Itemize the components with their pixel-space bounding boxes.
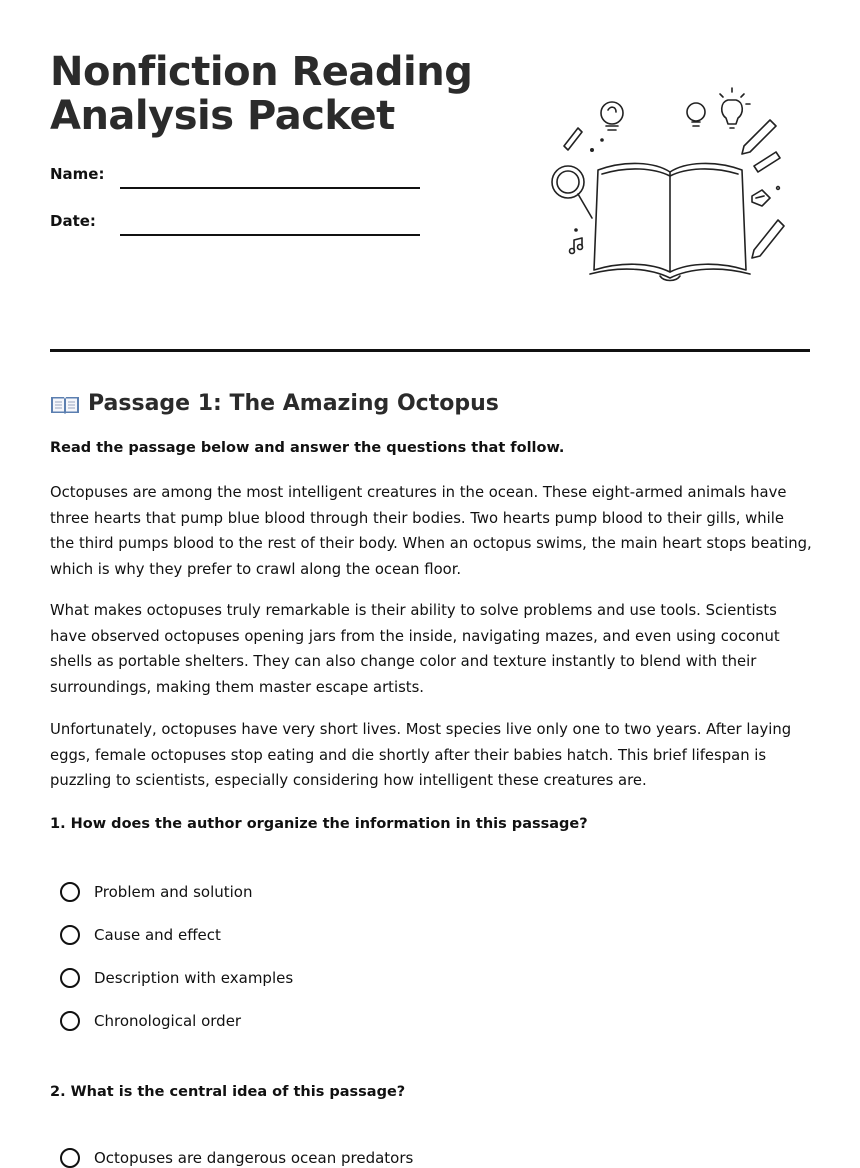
radio-button[interactable] [60,882,80,902]
option-label: Chronological order [94,1012,242,1030]
passage-paragraph-2: What makes octopuses truly remarkable is their ability to solve problems and use tools. Scientists have observed octopuses opening jars from the inside, navigating mazes, and even using coconut shells as portable shelters. They can also change color and texture instantly to blend with their surroundings, making them master escape artists. [50,602,780,697]
title-line-1: Nonfiction Reading [50,49,473,95]
radio-button[interactable] [60,1148,80,1168]
option-label: Cause and effect [94,926,221,944]
radio-button[interactable] [60,1011,80,1031]
option-label: Description with examples [94,969,294,987]
question-2-option-a[interactable] [60,1148,413,1168]
title-line-2: Analysis Packet [50,93,395,139]
option-label: Octopuses are dangerous ocean predators [94,1149,414,1167]
date-label: Date: [50,212,96,230]
radio-button[interactable] [60,925,80,945]
open-book-icon [50,393,80,415]
instructions: Read the passage below and answer the questions that follow. [50,440,565,456]
page-title [50,50,472,138]
passage-paragraph-3: Unfortunately, octopuses have very short lives. Most species live only one to two years. After laying eggs, female octopuses stop eating and die shortly after their babies hatch. This brief lifespan is puzzling to scientists, especially considering how intelligent these creatures are. [50,721,792,790]
question-1-option-d[interactable] [60,1011,241,1031]
section-divider [50,349,810,352]
question-1-option-a[interactable] [60,882,252,902]
passage-heading [50,389,499,419]
question-2: 2. What is the central idea of this passage? [50,1084,406,1100]
question-1-option-c[interactable] [60,968,293,988]
name-label: Name: [50,165,105,183]
question-1-option-b[interactable] [60,925,221,945]
passage-title-text: Passage 1: The Amazing Octopus [88,391,499,416]
question-1: 1. How does the author organize the information in this passage? [50,816,588,832]
name-field[interactable] [120,187,420,189]
radio-button[interactable] [60,968,80,988]
passage-paragraph-1: Octopuses are among the most intelligent creatures in the ocean. These eight-armed animals have three hearts that pump blue blood through their bodies. Two hearts pump blood to their gills, while the third pumps blood to the rest of their body. When an octopus swims, the main heart stops beating, which is why they prefer to crawl along the ocean floor. [50,484,812,579]
option-label: Problem and solution [94,883,253,901]
open-book-with-doodles-icon [540,80,800,290]
date-field[interactable] [120,234,420,236]
